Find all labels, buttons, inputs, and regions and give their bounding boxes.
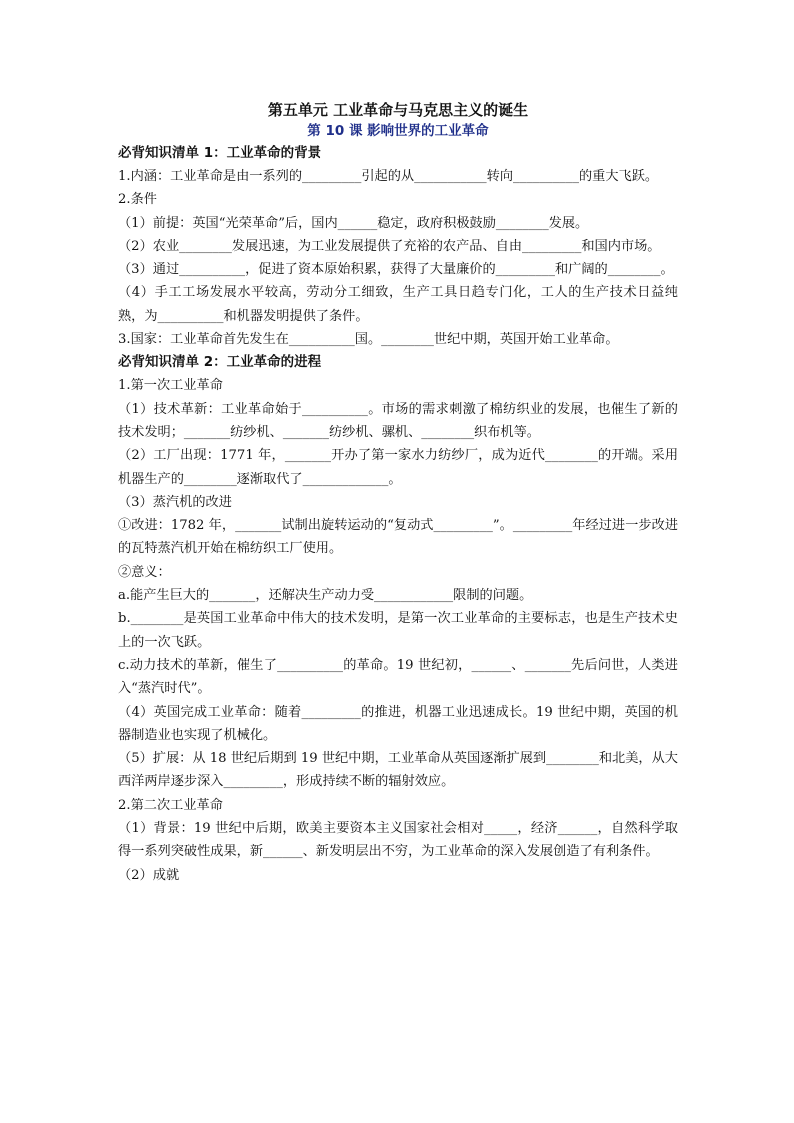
- paragraph: 2.条件: [118, 192, 157, 208]
- section-heading: 必背知识清单 1：工业革命的背景: [118, 145, 322, 161]
- paragraph: b.________是英国工业革命中伟大的技术发明，是第一次工业革命的主要标志，也是生产技术史上的一次飞跃。: [118, 611, 678, 650]
- paragraph: ①改进：1782 年，_______试制出旋转运动的“复动式_________”。_________年经过进一步改进的瓦特蒸汽机开始在棉纺织工厂使用。: [118, 518, 678, 557]
- paragraph: 1.内涵：工业革命是由一系列的_________引起的从___________转向__________的重大飞跃。: [118, 169, 659, 184]
- paragraph: 3.国家：工业革命首先发生在__________国。________世纪中期，英国开始工业革命。: [118, 332, 619, 348]
- paragraph: （4）手工工场发展水平较高，劳动分工细致，生产工具日趋专门化，工人的生产技术日益纯熟，为__________和机器发明提供了条件。: [118, 285, 678, 324]
- document-body: [118, 100, 678, 887]
- paragraph: （3）通过__________，促进了资本原始积累，获得了大量廉价的_________和广阔的________。: [118, 262, 674, 278]
- document-title: 第五单元 工业革命与马克思主义的诞生: [267, 101, 529, 119]
- section-heading: 必背知识清单 2：工业革命的进程: [118, 354, 322, 371]
- paragraph: （2）农业________发展迅速，为工业发展提供了充裕的农产品、自由_________和国内市场。: [118, 238, 661, 254]
- paragraph: （5）扩展：从 18 世纪后期到 19 世纪中期，工业革命从英国逐渐扩展到________和北美，从大西洋两岸逐步深入_________，形成持续不断的辐射效应。: [118, 751, 678, 790]
- paragraph: （1）技术革新：工业革命始于__________。市场的需求刺激了棉纺织业的发展，也催生了新的技术发明；_______纺纱机、_______纺纱机、骡机、________织布机等。: [118, 401, 678, 440]
- lesson-title: 第 10 课 影响世界的工业革命: [307, 123, 489, 139]
- paragraph: （1）背景：19 世纪中后期，欧美主要资本主义国家社会相对_____，经济______，自然科学取得一系列突破性成果，新______、新发明层出不穷，为工业革命的深入发展创造了有利条件。: [118, 821, 678, 860]
- paragraph: c.动力技术的革新，催生了__________的革命。19 世纪初，______、_______先后问世，人类进入“蒸汽时代”。: [118, 657, 678, 697]
- paragraph: 1.第一次工业革命: [118, 378, 223, 394]
- paragraph: ②意义：: [118, 564, 171, 580]
- paragraph: （2）工厂出现：1771 年，_______开办了第一家水力纺纱厂，成为近代________的开端。采用机器生产的________逐渐取代了_____________。: [118, 448, 678, 487]
- section-background: [118, 142, 678, 351]
- section-process: [118, 351, 678, 887]
- paragraph: （1）前提：英国“光荣革命”后，国内______稳定，政府积极鼓励________发展。: [118, 215, 589, 231]
- paragraph: 2.第二次工业革命: [118, 797, 223, 813]
- paragraph: （2）成就: [118, 867, 180, 883]
- paragraph: （3）蒸汽机的改进: [118, 494, 232, 510]
- paragraph: a.能产生巨大的_______，还解决生产动力受____________限制的问题。: [118, 588, 533, 604]
- paragraph: （4）英国完成工业革命：随着_________的推进，机器工业迅速成长。19 世纪中期，英国的机器制造业也实现了机械化。: [118, 704, 678, 743]
